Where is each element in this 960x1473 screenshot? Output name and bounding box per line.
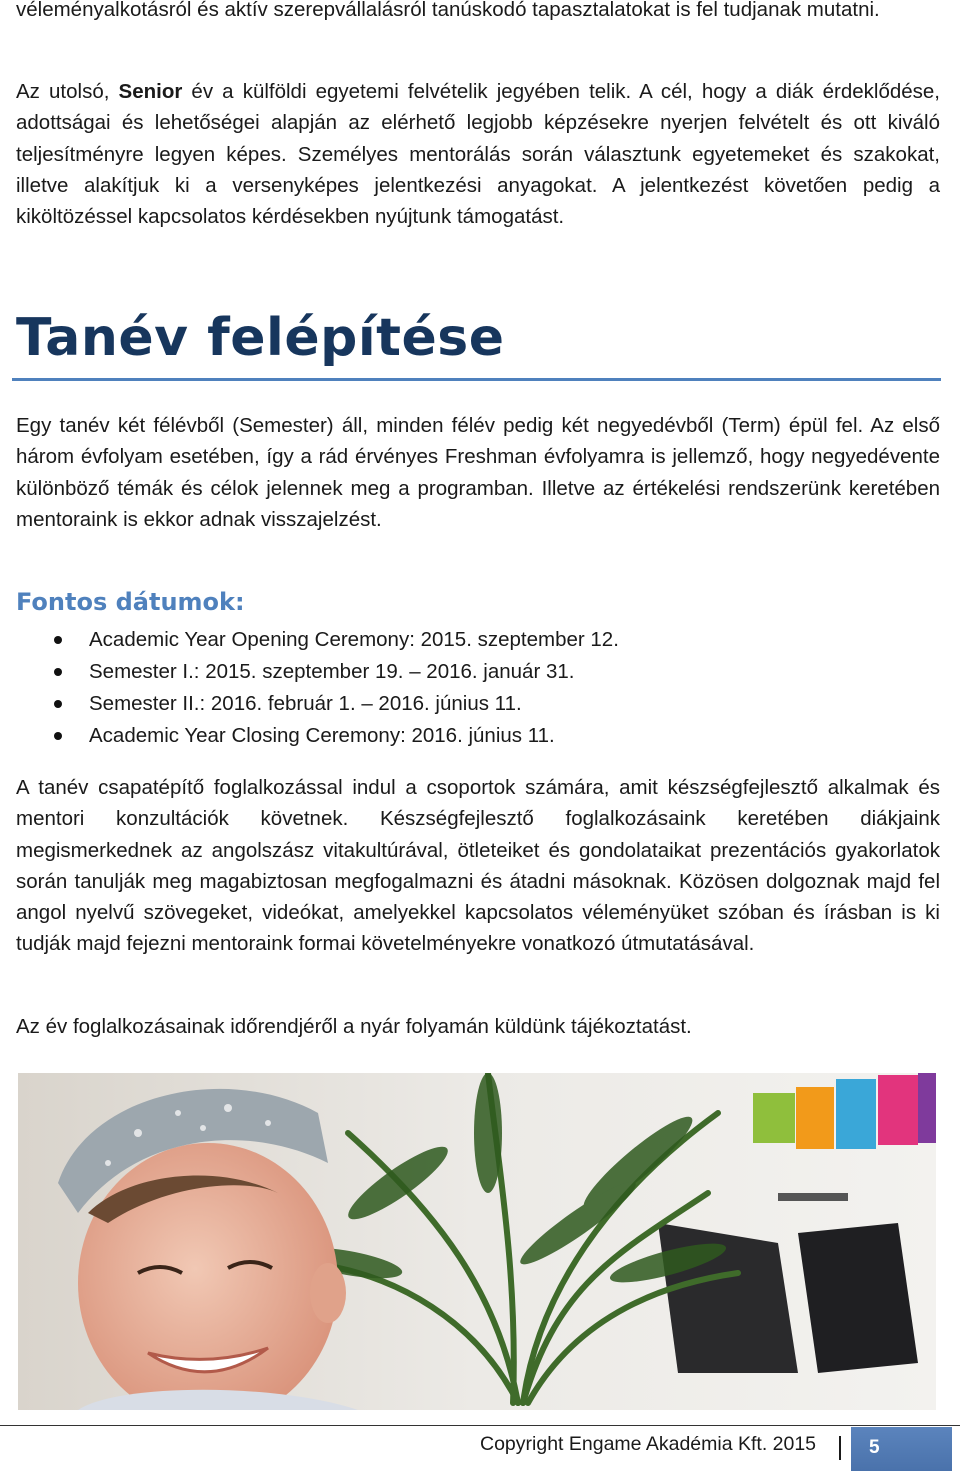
bullet-icon bbox=[54, 700, 62, 708]
p2-text-after: év a külföldi egyetemi felvételik jegyében telik. A cél, hogy a diák érdeklődése, adottságai és lehetőségei alapján az elérhető legjobb képzésekre nyerjen felvételt és ott kiváló teljesítményre legyen képes. Személyes mentorálás során választunk egyetemeket és szakokat, illetve alakítjuk ki a versenyképes jelentkezési anyagokat. A jelentkezést követően pedig a kiköltözéssel kapcsolatos kérdésekben nyújtunk támogatást. bbox=[16, 80, 940, 229]
bullet-icon bbox=[54, 668, 62, 676]
intro-paragraph-2 bbox=[16, 76, 940, 232]
student-photo bbox=[18, 1073, 936, 1410]
page-number: 5 bbox=[869, 1437, 880, 1458]
date-text: Academic Year Opening Ceremony: 2015. szeptember 12. bbox=[89, 628, 619, 651]
footer-divider bbox=[0, 1425, 960, 1426]
important-dates-heading: Fontos dátumok: bbox=[16, 588, 245, 616]
bullet-icon bbox=[54, 732, 62, 740]
list-item bbox=[16, 656, 619, 688]
semester-paragraph: Egy tanév két félévből (Semester) áll, minden félév pedig két negyedévből (Term) épül fel. Az első három évfolyam esetében, így a rád érvényes Freshman évfolyamra is jellemző, hogy negyedévente különböző témák és célok jelennek meg a programban. Illetve az értékelési rendszerünk keretében mentoraink is ekkor adnak visszajelzést. bbox=[16, 414, 940, 531]
date-text: Semester I.: 2015. szeptember 19. – 2016. január 31. bbox=[89, 660, 575, 683]
list-item bbox=[16, 720, 619, 752]
page-number-badge bbox=[851, 1427, 952, 1471]
date-text: Semester II.: 2016. február 1. – 2016. június 11. bbox=[89, 692, 522, 715]
activities-paragraph: A tanév csapatépítő foglalkozással indul a csoportok számára, amit készségfejlesztő alkalmak és mentori konzultációk követnek. Készségfejlesztő foglalkozásaink keretében diákjaink megismerkednek az angolszász vitakultúrával, ötleteiket és gondolataikat prezentációs gyakorlatok során tanulják meg magabiztosan megfogalmazni és átadni másoknak. Közösen dolgoznak majd fel angol nyelvű szövegeket, videókat, amelyekkel kapcsolatos véleményüket szóban és írásban is ki tudják majd fejezni mentoraink formai követelményekre vonatkozó útmutatásával. bbox=[16, 776, 940, 956]
senior-bold-text: Senior bbox=[118, 80, 183, 103]
date-text: Academic Year Closing Ceremony: 2016. június 11. bbox=[89, 724, 555, 747]
list-item bbox=[16, 624, 619, 656]
p2-text-before: Az utolsó, bbox=[16, 80, 119, 103]
intro-paragraph-1: véleményalkotásról és aktív szerepvállalásról tanúskodó tapasztalatokat is fel tudjanak mutatni. bbox=[16, 0, 880, 21]
dates-list bbox=[16, 624, 619, 752]
section-heading: Tanév felépítése bbox=[16, 308, 505, 368]
heading-underline bbox=[12, 378, 941, 381]
bullet-icon bbox=[54, 636, 62, 644]
footer-separator bbox=[839, 1436, 841, 1460]
footer-copyright: Copyright Engame Akadémia Kft. 2015 bbox=[480, 1433, 817, 1455]
list-item bbox=[16, 688, 619, 720]
schedule-note-paragraph: Az év foglalkozásainak időrendjéről a nyár folyamán küldünk tájékoztatást. bbox=[16, 1015, 692, 1038]
